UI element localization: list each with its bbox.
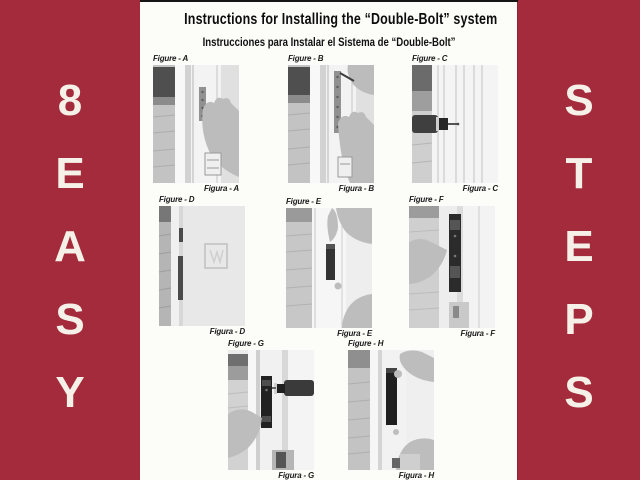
banner-letter: A — [54, 222, 86, 271]
outdoor-view-graphic — [153, 65, 175, 183]
bolt-device-icon — [326, 244, 335, 280]
figure-label-en: Figure - H — [348, 339, 384, 348]
page-title: Instructions for Installing the “Double-Bolt” system — [184, 11, 498, 28]
latch-plate-graphic — [205, 153, 221, 175]
banner-letter: S — [564, 368, 594, 417]
figure-label-en: Figure - G — [228, 339, 264, 348]
banner-letter: P — [564, 295, 594, 344]
banner-letter: E — [55, 149, 85, 198]
figure-c — [412, 54, 498, 194]
banner-letter: S — [564, 76, 594, 125]
figure-d-photo — [159, 206, 245, 326]
figure-label-es: Figura - C — [462, 184, 498, 193]
figure-label-es: Figura - A — [203, 184, 239, 193]
figure-e-photo — [286, 208, 372, 328]
figure-f-photo — [409, 206, 495, 328]
outdoor-view-graphic — [288, 65, 310, 183]
outdoor-view-graphic — [159, 206, 171, 326]
outdoor-view-graphic — [286, 208, 312, 328]
left-banner — [0, 0, 140, 480]
figure-b-photo — [288, 65, 374, 183]
sill-graphic — [449, 302, 469, 328]
banner-letter: Y — [55, 368, 85, 417]
instruction-sheet — [140, 0, 518, 480]
bolt-device-icon — [449, 214, 461, 292]
banner-letter: E — [564, 222, 594, 271]
figure-label-es: Figura - H — [398, 471, 434, 480]
figure-a-photo — [153, 65, 239, 183]
figure-b — [288, 54, 374, 194]
page-subtitle: Instrucciones para Instalar el Sistema de “Double-Bolt” — [202, 35, 456, 49]
bolt-device-icon — [261, 376, 272, 428]
sill-graphic — [272, 450, 294, 470]
banner-letter: T — [565, 149, 593, 198]
figure-label-es: Figura - B — [338, 184, 374, 193]
figure-g — [228, 339, 314, 480]
figure-d — [159, 195, 245, 337]
banner-letter: 8 — [57, 76, 83, 125]
figure-h-photo — [348, 350, 434, 470]
figure-label-en: Figure - B — [288, 54, 324, 63]
figure-e — [286, 197, 372, 339]
figure-label-es: Figura - E — [337, 329, 372, 338]
figure-f — [409, 195, 495, 339]
figure-label-en: Figure - D — [159, 195, 195, 204]
outdoor-view-graphic — [348, 350, 370, 470]
banner-letter: S — [55, 295, 85, 344]
figure-label-en: Figure - A — [153, 54, 189, 63]
fingertip-graphic — [335, 283, 342, 290]
figure-label-en: Figure - E — [286, 197, 321, 206]
figure-label-es: Figura - F — [460, 329, 495, 338]
figure-g-photo — [228, 350, 314, 470]
latch-plate-graphic — [338, 157, 352, 177]
figure-label-en: Figure - C — [412, 54, 448, 63]
figure-label-es: Figura - D — [209, 327, 245, 336]
figure-h — [348, 339, 434, 480]
figure-label-es: Figura - G — [278, 471, 314, 480]
figure-a — [153, 54, 239, 194]
right-banner — [518, 0, 640, 480]
figure-c-photo — [412, 65, 498, 183]
figure-label-en: Figure - F — [409, 195, 444, 204]
